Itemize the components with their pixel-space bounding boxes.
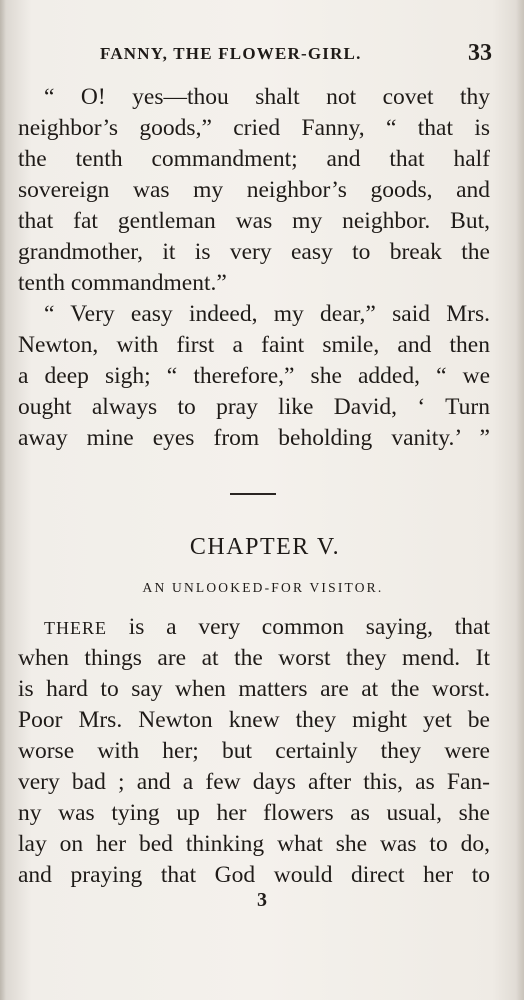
drop-word: THERE: [44, 618, 107, 638]
chapter-title: CHAPTER V.: [189, 534, 341, 560]
first-line-rest: is a very common saying, that: [107, 614, 490, 640]
chapter-subtitle: AN UNLOOKED-FOR VISITOR.: [142, 580, 384, 595]
chapter-paragraph: [18, 612, 490, 891]
text-line: very bad ; and a few days after this, as Fan-: [18, 769, 490, 795]
text-line: is hard to say when matters are at the worst.: [18, 676, 490, 702]
text-line: ny was tying up her flowers as usual, she: [18, 800, 490, 826]
text-line: and praying that God would direct her to: [18, 862, 490, 888]
running-title: FANNY, THE FLOWER-GIRL.: [100, 44, 362, 63]
text-line: “ Very easy indeed, my dear,” said Mrs.: [44, 301, 490, 327]
text-line: grandmother, it is very easy to break the: [18, 239, 490, 265]
text-line: Poor Mrs. Newton knew they might yet be: [18, 707, 490, 733]
text-line: ought always to pray like David, ‘ Turn: [18, 394, 490, 420]
text-line: when things are at the worst they mend. It: [18, 645, 490, 671]
text-line: tenth commandment.”: [18, 270, 227, 296]
page-edge-shadow-right: [516, 0, 524, 1000]
page-header: [0, 40, 524, 70]
text-line: away mine eyes from beholding vanity.’ ”: [18, 425, 490, 451]
text-line: neighbor’s goods,” cried Fanny, “ that is: [18, 115, 490, 141]
text-line: the tenth commandment; and that half: [18, 146, 490, 172]
paragraph-2: [18, 299, 490, 454]
text-line: “ O! yes—thou shalt not covet thy: [44, 84, 490, 110]
signature-mark: 3: [257, 889, 267, 911]
text-line: [18, 612, 490, 643]
page-edge-shadow-left: [0, 0, 6, 1000]
text-line: lay on her bed thinking what she was to do,: [18, 831, 490, 857]
text-line: that fat gentleman was my neighbor. But,: [18, 208, 490, 234]
text-line: worse with her; but certainly they were: [18, 738, 490, 764]
text-line: a deep sigh; “ therefore,” she added, “ we: [18, 363, 490, 389]
text-line: Newton, with first a faint smile, and then: [18, 332, 490, 358]
paragraph-1: [18, 82, 490, 299]
text-line: sovereign was my neighbor’s goods, and: [18, 177, 490, 203]
page-number: 33: [468, 40, 492, 66]
section-divider-rule: [230, 493, 276, 495]
